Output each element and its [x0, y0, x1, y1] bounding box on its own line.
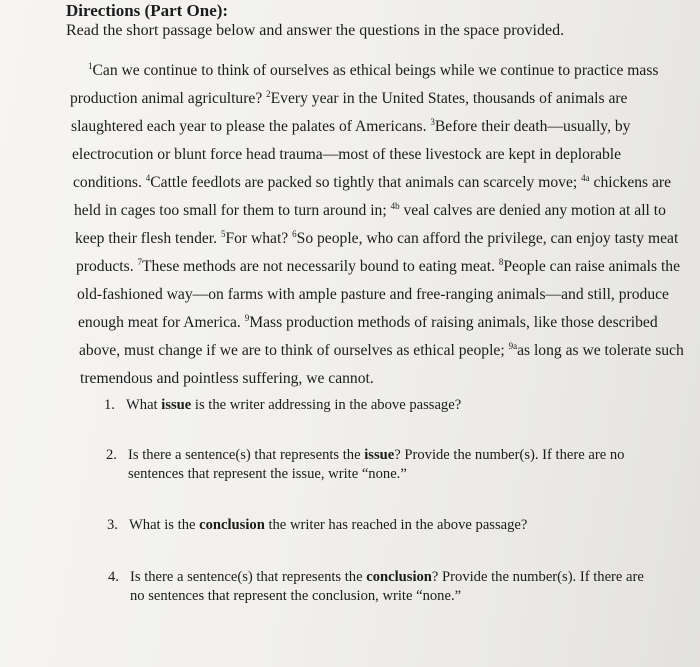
sentence-number-9a: 9a — [508, 341, 518, 351]
sentence-number-4b: 4b — [390, 201, 400, 211]
passage-line-2: production animal agriculture? $^2$Every year in the United States, thousands of animals are — [70, 89, 628, 107]
question-4: 4. Is there a sentence(s) that represents the conclusion? Provide the number(s). If there are — [108, 569, 644, 585]
passage-line-8: products. $^7$These methods are not necessarily bound to eating meat. $^8$People can raise animals the — [76, 257, 681, 275]
question-4-line-2: no sentences that represent the conclusion, write “none.” — [130, 588, 462, 604]
sentence-number-3: 3 — [430, 117, 435, 127]
sentence-number-4a: 4a — [581, 173, 590, 183]
sentence-number-2: 2 — [266, 89, 271, 99]
question-2-line-2: sentences that represent the issue, write “none.” — [128, 466, 407, 482]
directions-instruction: Read the short passage below and answer the questions in the space provided. — [66, 22, 565, 39]
sentence-number-6: 6 — [292, 229, 297, 239]
sentence-number-8: 8 — [498, 257, 504, 267]
question-3: 3. What is the conclusion the writer has reached in the above passage? — [107, 517, 528, 533]
sentence-number-1: 1 — [88, 61, 93, 71]
passage-line-10: enough meat for America. $^9$Mass production methods of raising animals, like those described — [78, 313, 658, 331]
passage-line-3: slaughtered each year to please the palates of Americans. $^3$Before their death—usually, by — [71, 117, 631, 135]
sentence-number-7: 7 — [137, 257, 143, 267]
sentence-number-4: 4 — [145, 173, 151, 183]
passage-line-4: electrocution or blunt force head trauma—most of these livestock are kept in deplorable — [72, 146, 622, 163]
passage-line-7: keep their flesh tender. $^5$For what? $^6$So people, who can afford the privilege, can enjoy tasty meat — [75, 229, 679, 247]
passage-line-5: conditions. $^4$Cattle feedlots are packed so tightly that animals can scarcely move; $^{4a}$ chickens are — [73, 173, 672, 191]
question-2: 2. Is there a sentence(s) that represents the issue? Provide the number(s). If there are no — [106, 447, 625, 463]
passage-line-11: above, must change if we are to think of ourselves as ethical people; $^{9a}$as long as we tolerate such — [79, 341, 684, 359]
sentence-number-5: 5 — [220, 229, 226, 239]
passage-line-9: old-fashioned way—on farms with ample pasture and free-ranging animals—and still, produce — [77, 286, 669, 303]
sentence-number-9: 9 — [244, 313, 250, 323]
passage-line-6: held in cages too small for them to turn around in; $^{4b}$ veal calves are denied any motion at all to — [74, 201, 666, 219]
directions-heading: Directions (Part One): — [66, 1, 229, 20]
question-1: 1. What issue is the writer addressing in the above passage? — [104, 397, 462, 413]
passage-line-12: tremendous and pointless suffering, we cannot. — [80, 370, 374, 387]
passage-line-1: $^1$Can we continue to think of ourselves as ethical beings while we continue to practice mass — [88, 61, 659, 79]
